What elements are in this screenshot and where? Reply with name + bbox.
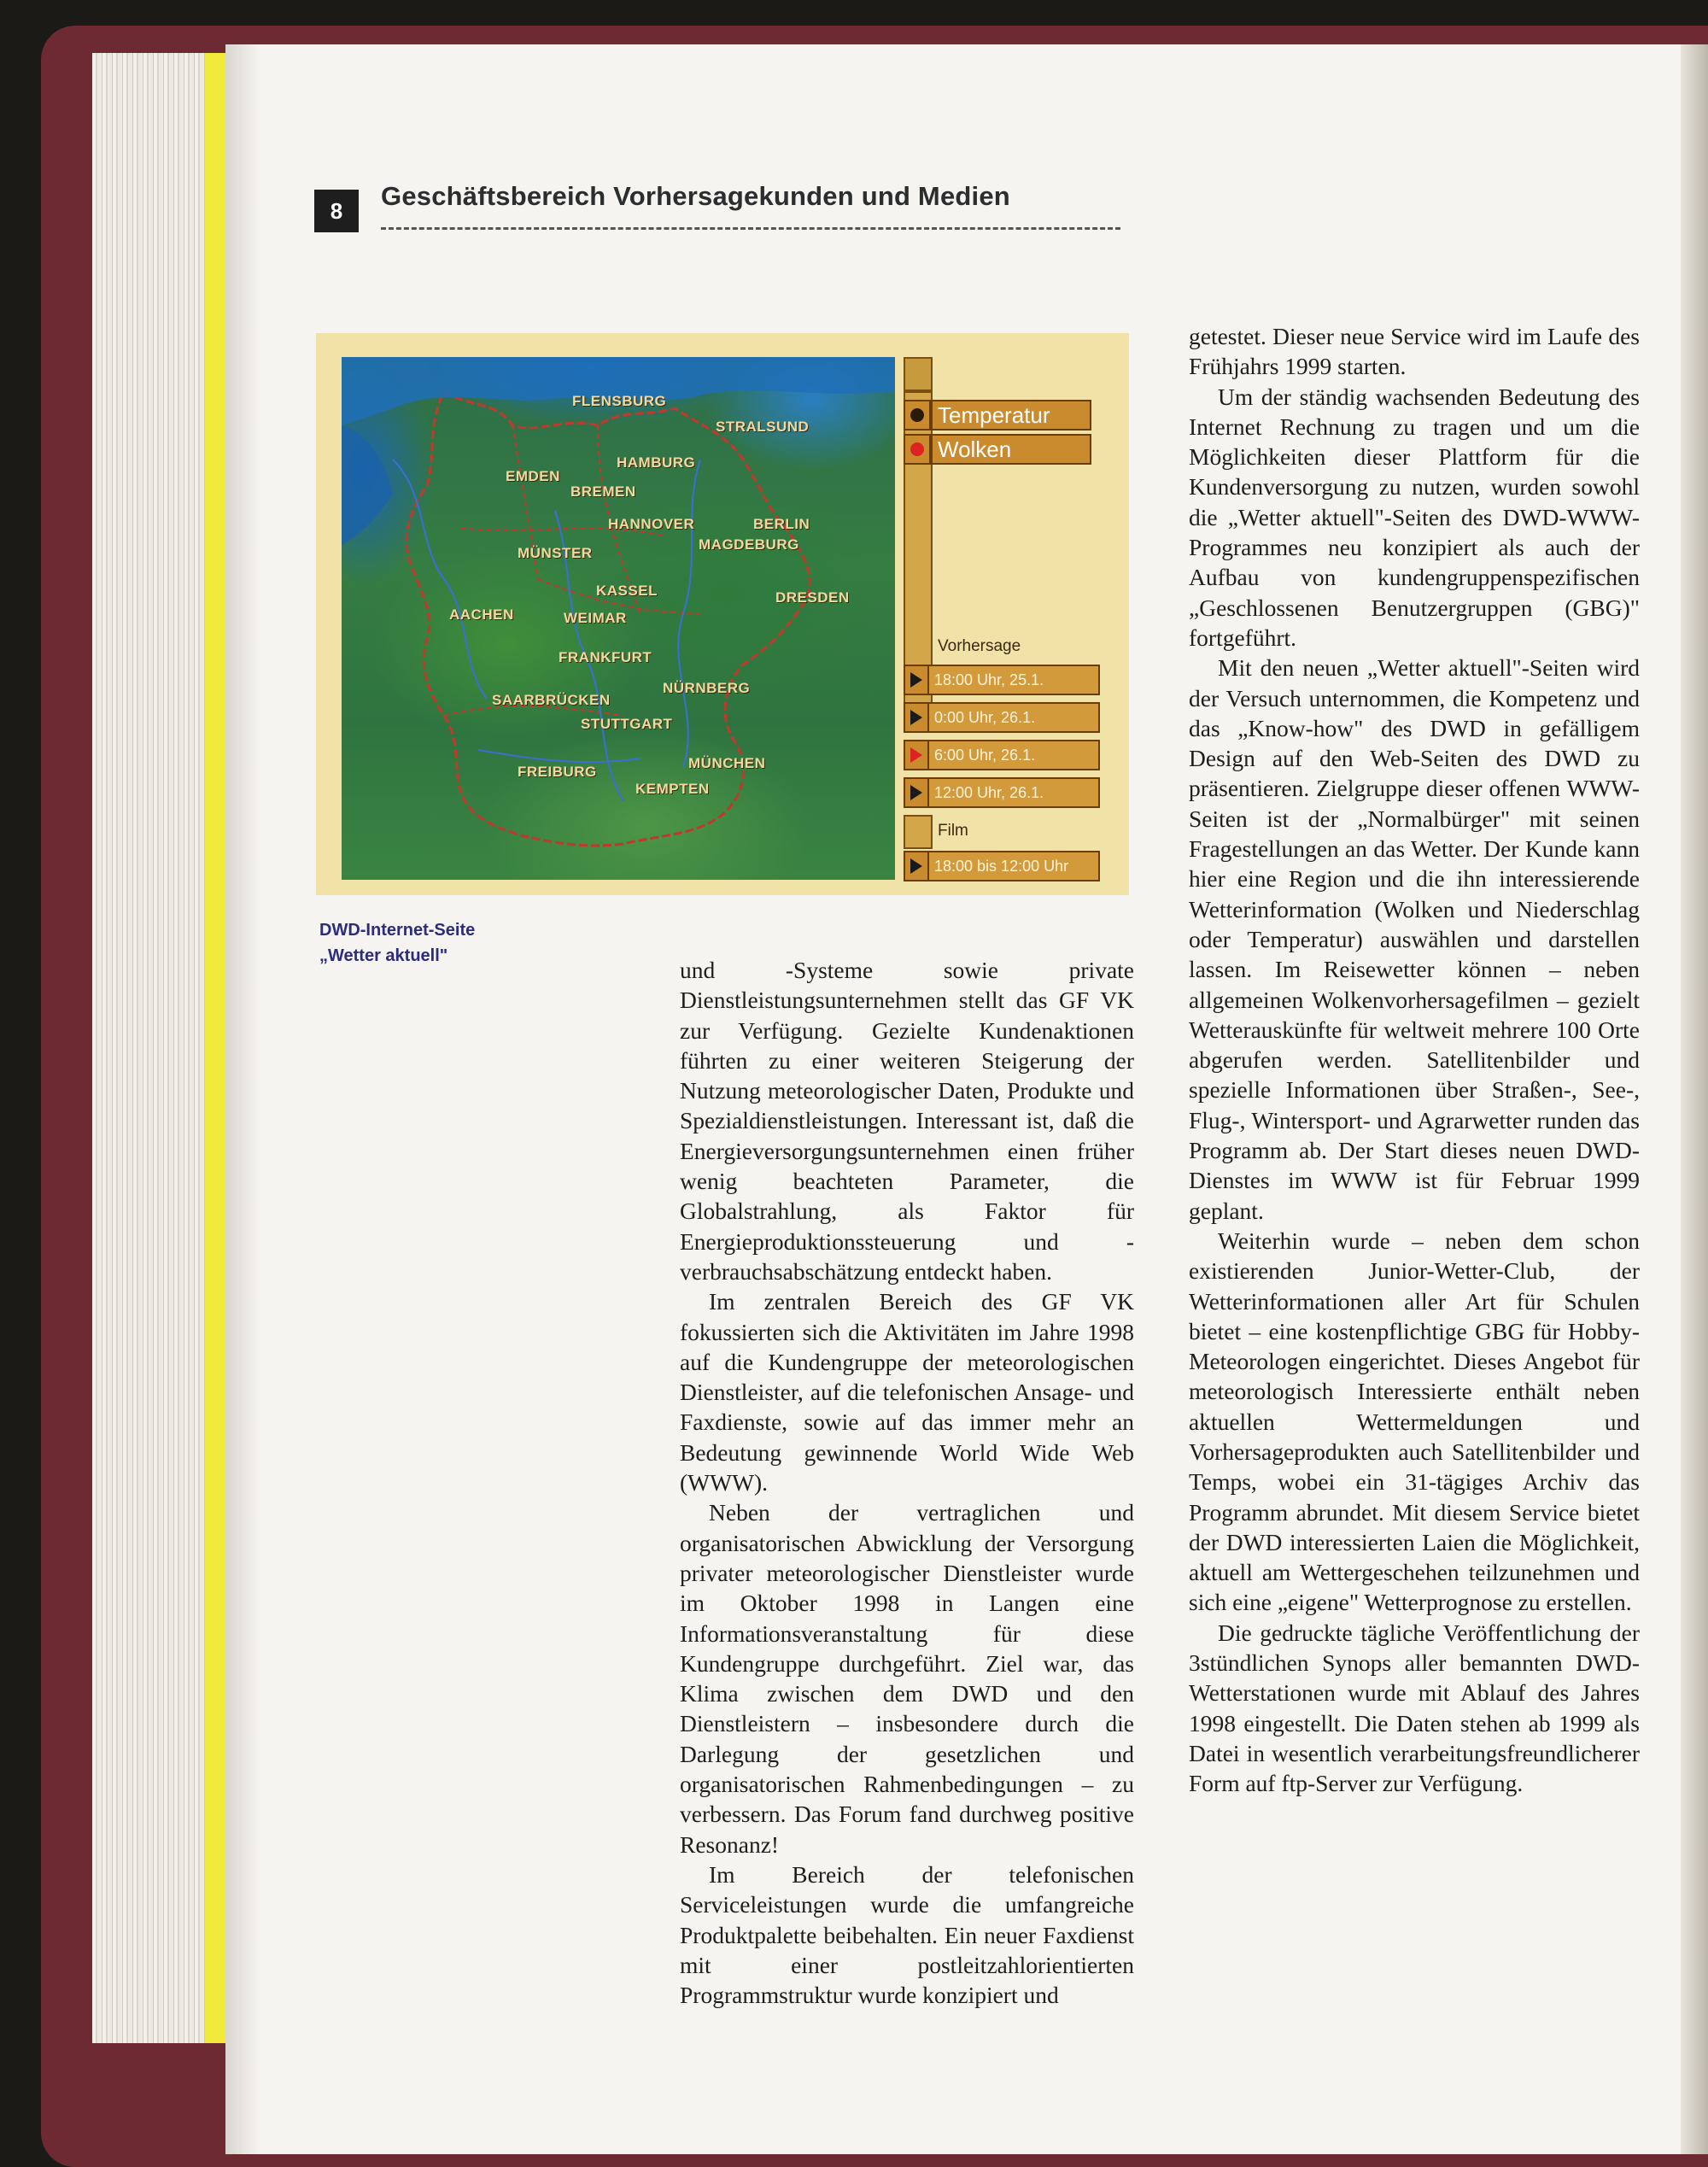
header-divider xyxy=(381,227,1120,230)
city-label: NÜRNBERG xyxy=(663,680,751,696)
city-label: FREIBURG xyxy=(518,764,597,780)
caption-line-1: DWD-Internet-Seite xyxy=(319,921,476,940)
right-page-edge xyxy=(1681,44,1708,2154)
city-label: FLENSBURG xyxy=(572,393,667,409)
paragraph: Im Bereich der telefonischen Serviceleistungen wurde die umfangreiche Produktpalette beibehalten. Ein neuer Faxdienst mit einer postleitzahlorientierten Programmstruktur wurde konzipiert und xyxy=(680,1860,1134,2009)
paragraph: Neben der vertraglichen und organisatorischen Abwicklung der Versorgung privater meteorologischer Dienstleister wurde im Oktober 1998 in Langen eine Informationsveranstaltung für diese Kundengruppe durchgeführt. Ziel war, das Klima zwischen dem DWD und den Dienstleistern – insbesondere durch die Darlegung der gesetzlichen und organisatorischen Rahmenbedingungen – zu verbessern. Das Forum fand durchweg positive Resonanz! xyxy=(680,1499,1134,1858)
city-label: AACHEN xyxy=(449,606,514,623)
paragraph: Um der ständig wachsenden Bedeutung des Internet Rechnung zu tragen und um die Möglichkeiten dieser Plattform für die Kundenversorgung zu nutzen, wurden sowohl die „Wetter aktuell"-Seiten des DWD-WWW-Programmes neu konzipiert als auch der Aufbau von kundengruppenspezifischen „Geschlossenen Benutzergruppen (GBG)" fortgeführt. xyxy=(1189,383,1640,651)
city-label: KASSEL xyxy=(596,583,658,599)
city-label: MÜNSTER xyxy=(518,545,593,561)
forecast-time-label: 18:00 Uhr, 25.1. xyxy=(929,665,1100,695)
film-range-label: 18:00 bis 12:00 Uhr xyxy=(929,851,1100,881)
panel-film-block xyxy=(904,815,933,849)
city-label: BERLIN xyxy=(753,516,810,532)
forecast-time-button[interactable] xyxy=(904,702,1100,733)
text-column-right xyxy=(1189,321,1640,1799)
radio-dot-icon xyxy=(910,407,925,423)
clouds-option[interactable]: Wolken xyxy=(931,434,1091,465)
film-play-button[interactable] xyxy=(904,851,1100,881)
city-label: MÜNCHEN xyxy=(688,755,766,771)
forecast-time-label: 12:00 Uhr, 26.1. xyxy=(929,777,1100,808)
germany-map xyxy=(342,357,895,880)
website-screenshot xyxy=(316,333,1129,895)
forecast-time-button-selected[interactable] xyxy=(904,740,1100,770)
city-label: STUTTGART xyxy=(581,716,673,732)
paragraph: Die gedruckte tägliche Veröffentlichung der 3stündlichen Synops aller bemannten DWD-Wetterstationen wurde mit Ablauf des Jahres 1998 eingestellt. Die Daten stehen ab 1999 als Datei in wesentlich verarbeitungsfreundlicherer Form auf ftp-Server zur Verfügung. xyxy=(1189,1619,1640,1797)
figure-caption xyxy=(319,917,475,969)
panel-top-block xyxy=(904,357,933,391)
film-label: Film xyxy=(938,822,968,840)
paragraph: Weiterhin wurde – neben dem schon existierenden Junior-Wetter-Club, der Wetterinformationen aller Art für Schulen bietet – eine kostenpflichtige GBG für Hobby-Meteorologen eingerichtet. Dieses Angebot für meteorologisch Interessierte enthält neben aktuellen Wettermeldungen und Vorhersageprodukten auch Satellitenbilder und Temps, wobei ein 31-tägiges Archiv das Programm abrundet. Mit diesem Service bietet der DWD interessierten Laien die Möglichkeit, aktuell am Wettergeschehen teilzunehmen und sich eine „eigene" Wetterprognose zu erstellen. xyxy=(1189,1227,1640,1616)
city-label: MAGDEBURG xyxy=(699,536,799,553)
paragraph: und -Systeme sowie private Dienstleistungsunternehmen stellt das GF VK zur Verfügung. Gezielte Kundenaktionen führten zu einer weiteren Steigerung der Nutzung meteorologischer Daten, Produkte und Spezialdienstleistungen. Interessant ist, daß die Energieversorgungsunternehmen einen früher wenig beachteten Parameter, die Globalstrahlung, als Faktor für Energieproduktionssteuerung und -verbrauchsabschätzung entdeckt haben. xyxy=(680,957,1134,1285)
paragraph: getestet. Dieser neue Service wird im Laufe des Frühjahrs 1999 starten. xyxy=(1189,323,1640,380)
text-column-middle xyxy=(680,955,1134,2010)
caption-line-2: „Wetter aktuell" xyxy=(319,946,448,965)
temperature-radio[interactable] xyxy=(904,400,931,430)
forecast-time-label: 0:00 Uhr, 26.1. xyxy=(929,702,1100,733)
play-icon xyxy=(904,777,929,808)
play-icon xyxy=(904,702,929,733)
page-gutter xyxy=(225,44,260,2154)
temperature-option[interactable]: Temperatur xyxy=(931,400,1091,430)
city-label: HAMBURG xyxy=(617,454,696,471)
chapter-title: Geschäftsbereich Vorhersagekunden und Medien xyxy=(381,181,1010,211)
forecast-time-button[interactable] xyxy=(904,665,1100,695)
city-label: HANNOVER xyxy=(608,516,695,532)
play-icon xyxy=(904,665,929,695)
forecast-time-button[interactable] xyxy=(904,777,1100,808)
city-label: STRALSUND xyxy=(716,419,810,435)
play-icon-selected xyxy=(904,740,929,770)
play-icon xyxy=(904,851,929,881)
paragraph: Mit den neuen „Wetter aktuell"-Seiten wird der Versuch unternommen, die Kompetenz und das „Know-how" des DWD in gefälligem Design auf den Web-Seiten des DWD zu präsentieren. Zielgruppe dieser offenen WWW-Seiten ist der „Normalbürger" mit seinen Fragestellungen an das Wetter. Der Kunde kann hier eine Region und die ihn interessierende Wetterinformation (Wolken und Niederschlag oder Temperatur) auswählen und darstellen lassen. Im Reisewetter können – neben allgemeinen Wolkenvorhersagefilmen – gezielt Wetterauskünfte für weltweit mehrere 100 Orte abgerufen werden. Satellitenbilder und spezielle Informationen über Straßen-, See-, Flug-, Wintersport- und Agrarwetter runden das Programm ab. Der Start dieses neuen DWD-Dienstes im WWW ist für Februar 1999 geplant. xyxy=(1189,654,1640,1224)
forecast-label: Vorhersage xyxy=(938,637,1021,655)
page-edges xyxy=(92,53,220,2043)
city-label: FRANKFURT xyxy=(559,649,652,665)
city-label: WEIMAR xyxy=(564,610,627,626)
forecast-time-label: 6:00 Uhr, 26.1. xyxy=(929,740,1100,770)
city-label: KEMPTEN xyxy=(635,781,710,797)
city-label: EMDEN xyxy=(506,468,560,484)
control-panel xyxy=(904,357,1117,880)
radio-dot-selected-icon xyxy=(910,442,925,457)
city-label: BREMEN xyxy=(570,483,636,500)
city-label: DRESDEN xyxy=(775,589,850,606)
chapter-number: 8 xyxy=(314,190,359,232)
clouds-radio[interactable] xyxy=(904,434,931,465)
paragraph: Im zentralen Bereich des GF VK fokussierten sich die Aktivitäten im Jahre 1998 auf die Kundengruppe der meteorologischen Dienstleister, auf die telefonischen Ansage- und Faxdienste, sowie auf das immer mehr an Bedeutung gewinnende World Wide Web (WWW). xyxy=(680,1288,1134,1496)
city-label: SAARBRÜCKEN xyxy=(492,692,611,708)
